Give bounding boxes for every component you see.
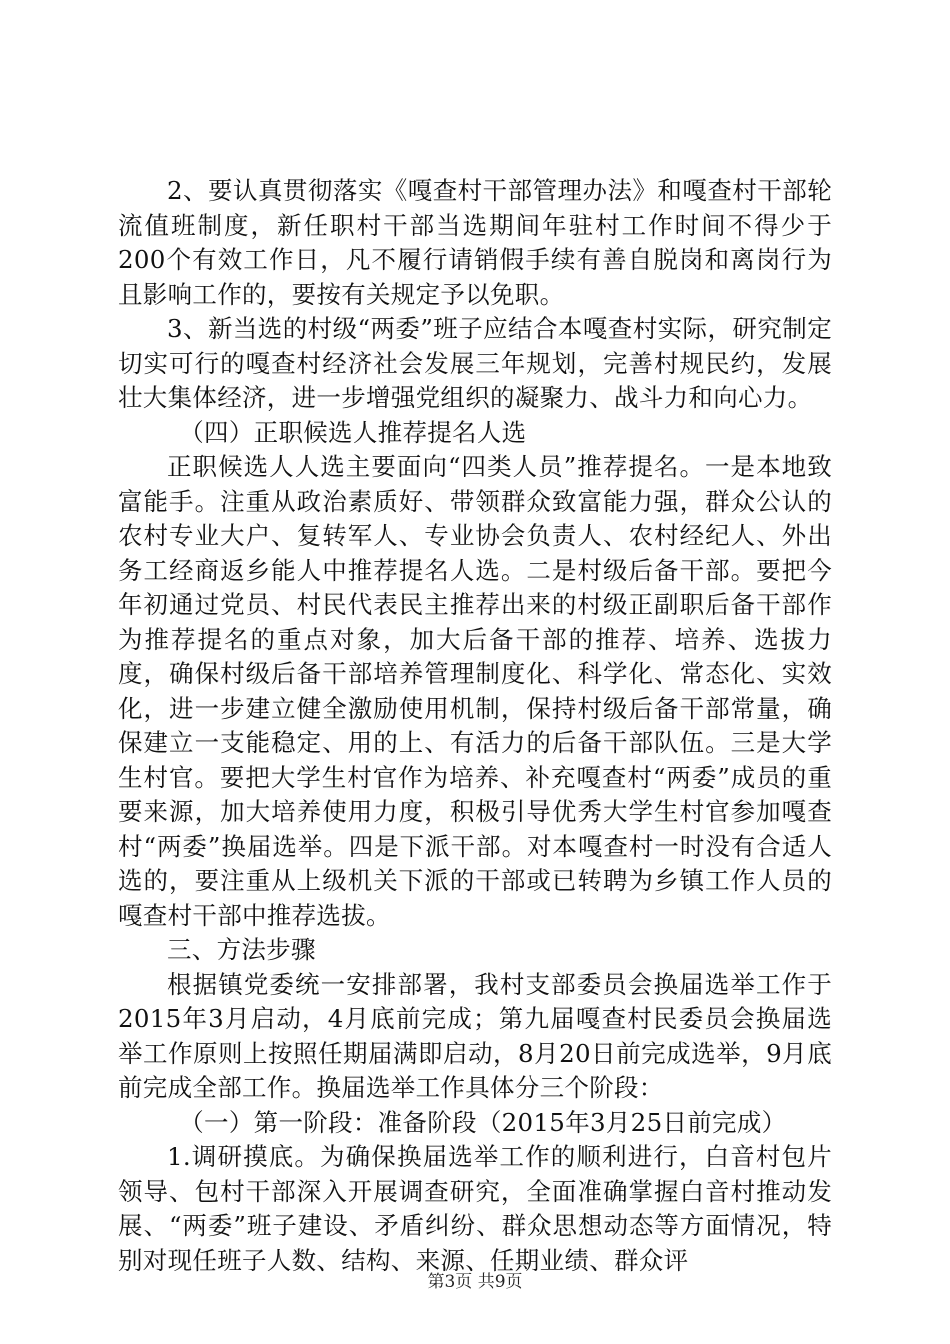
section-heading: （一）第一阶段：准备阶段（2015年3月25日前完成） — [179, 1107, 787, 1137]
paragraph: 正职候选人人选主要面向“四类人员”推荐提名。一是本地致富能手。注重从政治素质好、带领群众致富能力强，群众公认的农村专业大户、复转军人、专业协会负责人、农村经纪人、外出务工经商返乡能人中推荐提名人选。二是村级后备干部。要把今年初通过党员、村民代表民主推荐出来的村级正副职后备干部作为推荐提名的重点对象，加大后备干部的推荐、培养、选拔力度，确保村级后备干部培养管理制度化、科学化、常态化、实效化，进一步建立健全激励使用机制，保持村级后备干部常量，确保建立一支能稳定、用的上、有活力的后备干部队伍。三是大学生村官。要把大学生村官作为培养、补充嘎查村“两委”成员的重要来源，加大培养使用力度，积极引导优秀大学生村官参加嘎查村“两委”换届选举。四是下派干部。对本嘎查村一时没有合适人选的，要注重从上级机关下派的干部或已转聘为乡镇工作人员的嘎查村干部中推荐选拔。 — [118, 452, 832, 930]
paragraph: 根据镇党委统一安排部署，我村支部委员会换届选举工作于2015年3月启动，4月底前完成；第九届嘎查村民委员会换届选举工作原则上按照任期届满即启动，8月20日前完成选举，9月底前完成全部工作。换届选举工作具体分三个阶段： — [118, 969, 832, 1102]
paragraph: 3、新当选的村级“两委”班子应结合本嘎查村实际，研究制定切实可行的嘎查村经济社会发展三年规划，完善村规民约，发展壮大集体经济，进一步增强党组织的凝聚力、战斗力和向心力。 — [118, 314, 832, 412]
section-heading: （四）正职候选人推荐提名人选 — [179, 417, 527, 447]
paragraph: 1.调研摸底。为确保换届选举工作的顺利进行，白音村包片领导、包村干部深入开展调查研究，全面准确掌握白音村推动发展、“两委”班子建设、矛盾纠纷、群众思想动态等方面情况，特别对现任班子人数、结构、来源、任期业绩、群众评 — [118, 1142, 832, 1275]
section-heading: 三、方法步骤 — [167, 935, 316, 964]
paragraph: 2、要认真贯彻落实《嘎查村干部管理办法》和嘎查村干部轮流值班制度，新任职村干部当选期间年驻村工作时间不得少于200个有效工作日，凡不履行请销假手续有善自脱岗和离岗行为且影响工作的，要按有关规定予以免职。 — [118, 176, 832, 309]
document-body — [118, 174, 832, 1278]
page-footer: 第3页 共9页 — [427, 1272, 523, 1292]
